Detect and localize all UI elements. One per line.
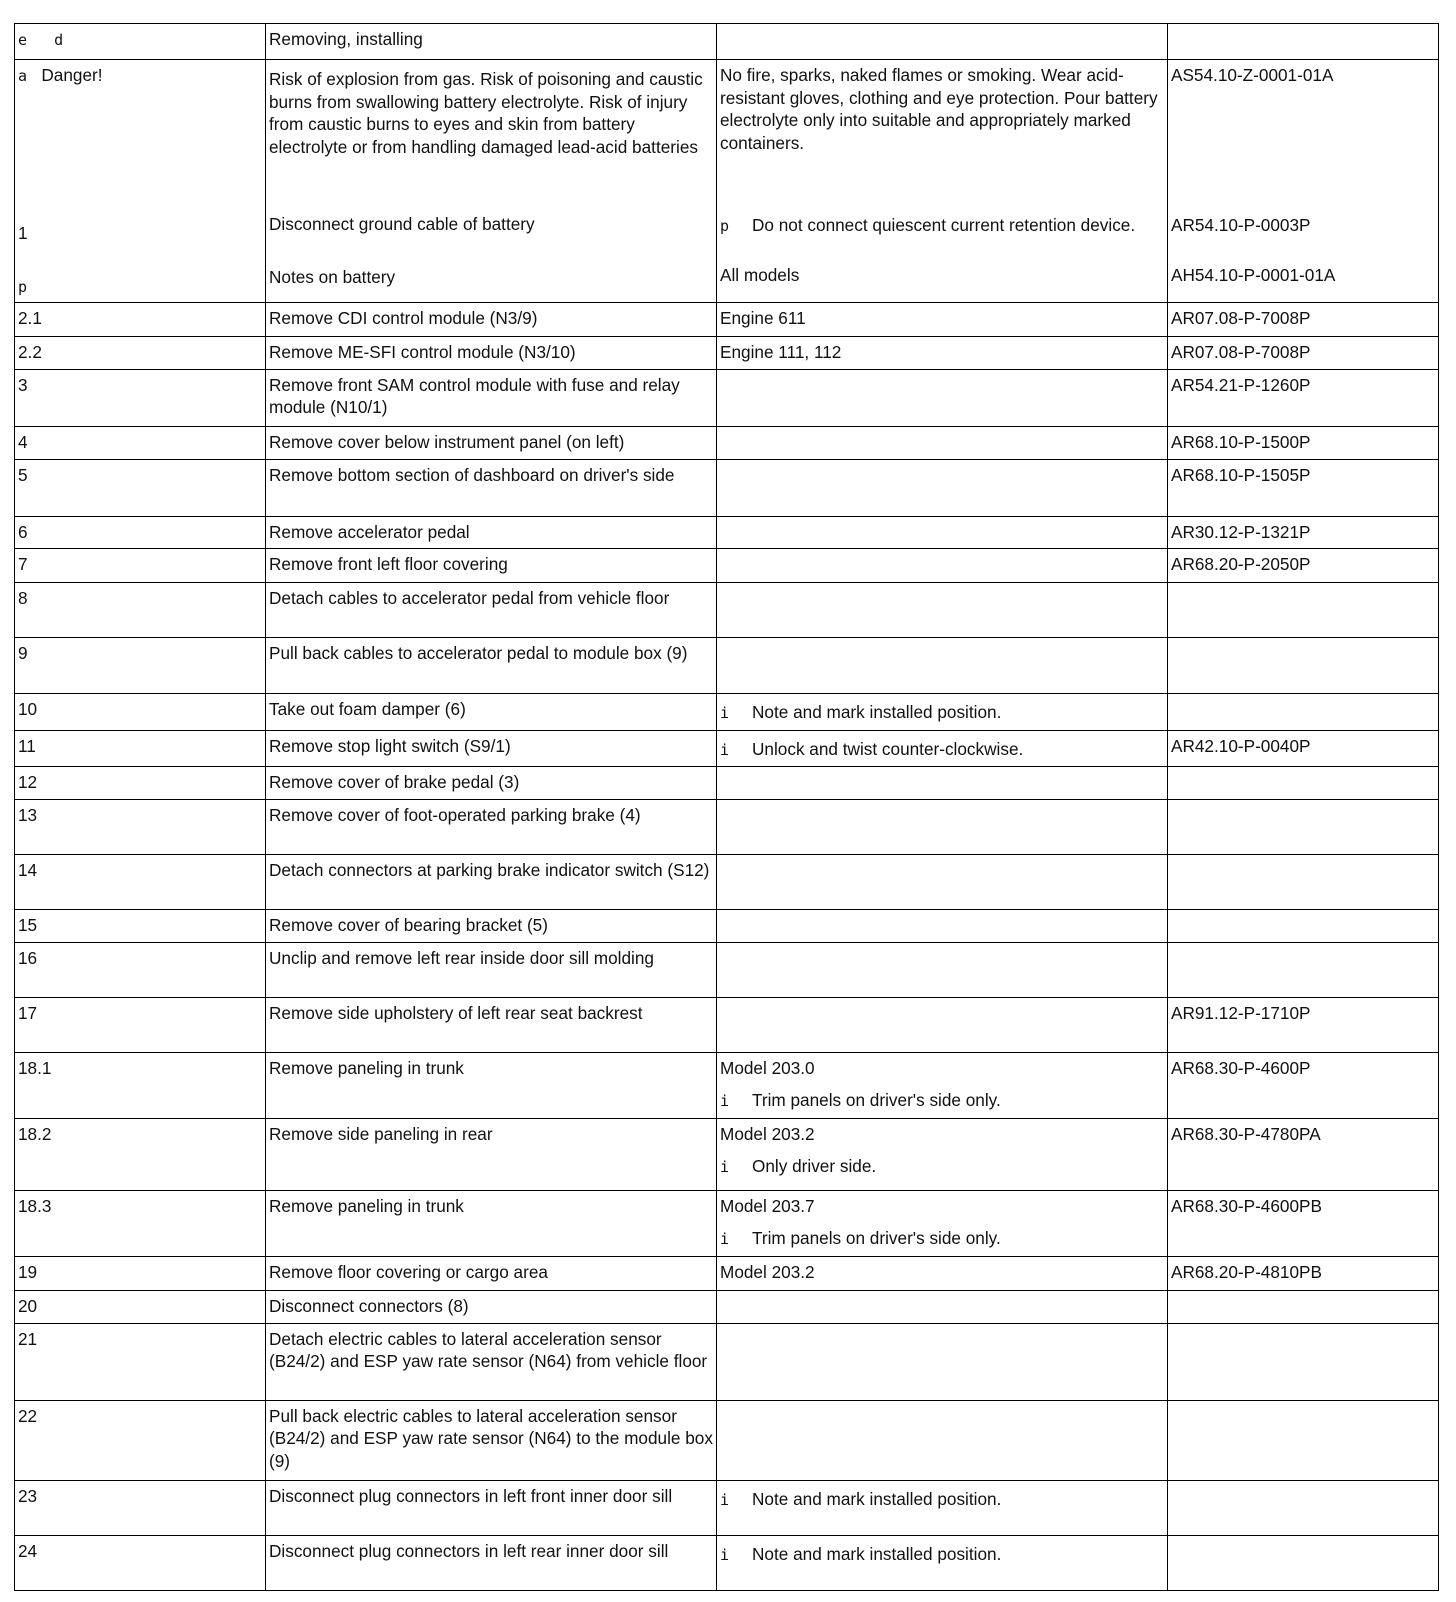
step-info — [717, 1480, 1168, 1535]
table-row — [15, 369, 1439, 426]
step-ref — [1168, 1323, 1439, 1400]
step-note: Do not connect quiescent current retention device. — [752, 215, 1136, 235]
step-no: 23 — [15, 1480, 266, 1535]
step-ref: AR30.12-P-1321P — [1168, 516, 1439, 548]
step-info — [717, 1323, 1168, 1400]
step-ref — [1168, 582, 1439, 637]
step-action: Disconnect connectors (8) — [266, 1290, 717, 1323]
step-no: 10 — [15, 693, 266, 730]
table-row — [15, 302, 1439, 336]
header-empty-2 — [1168, 24, 1439, 60]
step-no: 22 — [15, 1400, 266, 1480]
info-icon: i — [720, 1230, 730, 1248]
step-ref — [1168, 1535, 1439, 1590]
notes-action: Notes on battery — [269, 267, 396, 287]
header-title: Removing, installing — [266, 24, 717, 60]
step-info — [717, 1052, 1168, 1118]
note-icon: p — [18, 278, 28, 296]
step-ref: AR68.10-P-1500P — [1168, 426, 1439, 459]
step-info — [717, 1190, 1168, 1256]
step-note — [720, 735, 1164, 762]
danger-risk: Risk of explosion from gas. Risk of poisoning and caustic burns from swallowing battery electrolyte. Risk of injury from caustic burns to eyes and skin from battery electrolyte or from handling damaged lead-acid batteries — [269, 69, 703, 157]
info-icon: i — [720, 703, 730, 722]
step-ref: AR54.21-P-1260P — [1168, 369, 1439, 426]
step-note-text: Unlock and twist counter-clockwise. — [752, 738, 1024, 759]
step-action: Disconnect plug connectors in left front inner door sill — [266, 1480, 717, 1535]
table-row — [15, 1480, 1439, 1535]
table-row — [15, 1535, 1439, 1590]
danger-step-col — [15, 60, 266, 303]
step-ref: AR68.20-P-4810PB — [1168, 1256, 1439, 1290]
step-action: Remove floor covering or cargo area — [266, 1256, 717, 1290]
step-info — [717, 637, 1168, 693]
step-ref — [1168, 799, 1439, 854]
info-icon: i — [720, 1158, 730, 1176]
table-row — [15, 854, 1439, 909]
step-info — [717, 582, 1168, 637]
step-ref: AR68.30-P-4600P — [1168, 1052, 1439, 1118]
table-row — [15, 693, 1439, 730]
step-ref — [1168, 1480, 1439, 1535]
step-action: Detach cables to accelerator pedal from vehicle floor — [266, 582, 717, 637]
step-action: Pull back electric cables to lateral acceleration sensor (B24/2) and ESP yaw rate sensor (N64) to the module box (9) — [266, 1400, 717, 1480]
table-row — [15, 1400, 1439, 1480]
step-action: Unclip and remove left rear inside door sill molding — [266, 942, 717, 997]
step-ref: AR42.10-P-0040P — [1168, 730, 1439, 766]
info-icon: i — [720, 1092, 730, 1110]
table-row — [15, 1290, 1439, 1323]
step-no: 15 — [15, 909, 266, 942]
step-no: 3 — [15, 369, 266, 426]
step-action: Remove side paneling in rear — [266, 1118, 717, 1190]
step-no: 4 — [15, 426, 266, 459]
step-info — [717, 730, 1168, 766]
step-note — [720, 1155, 1164, 1179]
warning-icon: a — [18, 67, 28, 85]
step-note — [720, 1540, 1164, 1567]
step-action: Remove front SAM control module with fuse and relay module (N10/1) — [266, 369, 717, 426]
step-no: 6 — [15, 516, 266, 548]
step-action: Remove bottom section of dashboard on driver's side — [266, 459, 717, 516]
table-row — [15, 1190, 1439, 1256]
info-icon: i — [720, 740, 730, 759]
step-info — [717, 302, 1168, 336]
table-row — [15, 799, 1439, 854]
step-ref — [1168, 1400, 1439, 1480]
danger-label: Danger! — [41, 65, 103, 85]
table-row — [15, 730, 1439, 766]
step-ref: AR68.20-P-2050P — [1168, 548, 1439, 582]
step-info — [717, 1256, 1168, 1290]
step-info-text: Model 203.0 — [720, 1057, 815, 1078]
step-note — [720, 1089, 1164, 1113]
step-note-text: Note and mark installed position. — [752, 1488, 1002, 1509]
step-info — [717, 336, 1168, 369]
step-note — [720, 1485, 1164, 1512]
step-ref — [1168, 693, 1439, 730]
step-no: 8 — [15, 582, 266, 637]
step-action: Remove paneling in trunk — [266, 1190, 717, 1256]
step-info — [717, 548, 1168, 582]
step-no: 18.1 — [15, 1052, 266, 1118]
notes-ref: AH54.10-P-0001-01A — [1171, 265, 1336, 285]
step-info — [717, 426, 1168, 459]
step-no: 19 — [15, 1256, 266, 1290]
info-icon: i — [720, 1490, 730, 1509]
step-ref: AR54.10-P-0003P — [1171, 215, 1311, 235]
step-action: Remove side upholstery of left rear seat backrest — [266, 997, 717, 1052]
step-note-text: Note and mark installed position. — [752, 701, 1002, 722]
step-no: 13 — [15, 799, 266, 854]
step-info — [717, 1400, 1168, 1480]
step-no: 2.1 — [15, 302, 266, 336]
procedure-table — [14, 23, 1439, 1591]
step-no: 17 — [15, 997, 266, 1052]
step-no: 24 — [15, 1535, 266, 1590]
step-action: Remove cover of bearing bracket (5) — [266, 909, 717, 942]
step-action: Remove cover of foot-operated parking brake (4) — [266, 799, 717, 854]
step-no: 20 — [15, 1290, 266, 1323]
step-info — [717, 369, 1168, 426]
step-info-text: Engine 611 — [720, 307, 806, 328]
table-row — [15, 1256, 1439, 1290]
table-row — [15, 336, 1439, 369]
step-info — [717, 799, 1168, 854]
step-ref — [1168, 637, 1439, 693]
step-info — [717, 942, 1168, 997]
table-row — [15, 997, 1439, 1052]
header-empty-1 — [717, 24, 1168, 60]
step-no: 1 — [18, 223, 28, 243]
step-info-text: Model 203.2 — [720, 1261, 815, 1282]
step-note — [720, 1227, 1164, 1251]
step-action: Detach connectors at parking brake indicator switch (S12) — [266, 854, 717, 909]
header-row — [15, 24, 1439, 60]
table-row — [15, 1118, 1439, 1190]
step-info — [717, 909, 1168, 942]
danger-info-col — [717, 60, 1168, 303]
step-note-text: Trim panels on driver's side only. — [752, 1228, 1001, 1248]
header-marks: e d — [15, 24, 266, 60]
step-info-text: Model 203.7 — [720, 1195, 815, 1216]
table-row — [15, 1052, 1439, 1118]
notes-info: All models — [720, 265, 800, 285]
step-ref: AR68.30-P-4600PB — [1168, 1190, 1439, 1256]
table-row — [15, 1323, 1439, 1400]
table-row — [15, 766, 1439, 799]
note-icon: p — [720, 217, 730, 235]
danger-measures: No fire, sparks, naked flames or smoking. Wear acid-resistant gloves, clothing and eye protection. Pour battery electrolyte only into suitable and appropriately marked containers. — [720, 65, 1158, 153]
step-note-text: Only driver side. — [752, 1156, 877, 1176]
step-note-text: Note and mark installed position. — [752, 1543, 1002, 1564]
step-ref — [1168, 854, 1439, 909]
table-row — [15, 909, 1439, 942]
step-action: Remove cover of brake pedal (3) — [266, 766, 717, 799]
step-action: Detach electric cables to lateral acceleration sensor (B24/2) and ESP yaw rate sensor (N64) from vehicle floor — [266, 1323, 717, 1400]
step-action: Remove paneling in trunk — [266, 1052, 717, 1118]
step-no: 7 — [15, 548, 266, 582]
step-ref — [1168, 909, 1439, 942]
step-action: Remove stop light switch (S9/1) — [266, 730, 717, 766]
step-action: Disconnect plug connectors in left rear inner door sill — [266, 1535, 717, 1590]
step-info — [717, 1535, 1168, 1590]
table-row — [15, 426, 1439, 459]
step-info — [717, 854, 1168, 909]
info-icon: i — [720, 1545, 730, 1564]
step-no: 5 — [15, 459, 266, 516]
step-action: Remove cover below instrument panel (on left) — [266, 426, 717, 459]
step-ref — [1168, 1290, 1439, 1323]
step-info — [717, 516, 1168, 548]
step-no: 2.2 — [15, 336, 266, 369]
step-info — [717, 1118, 1168, 1190]
step-ref: AR07.08-P-7008P — [1168, 302, 1439, 336]
step-no: 11 — [15, 730, 266, 766]
step-no: 12 — [15, 766, 266, 799]
table-row — [15, 516, 1439, 548]
step-no: 18.2 — [15, 1118, 266, 1190]
table-row — [15, 637, 1439, 693]
danger-ref-col — [1168, 60, 1439, 303]
step-action: Take out foam damper (6) — [266, 693, 717, 730]
step-action: Remove CDI control module (N3/9) — [266, 302, 717, 336]
step-no: 14 — [15, 854, 266, 909]
danger-ref: AS54.10-Z-0001-01A — [1171, 65, 1334, 85]
step-no: 18.3 — [15, 1190, 266, 1256]
table-row — [15, 942, 1439, 997]
step-ref: AR07.08-P-7008P — [1168, 336, 1439, 369]
danger-action-col — [266, 60, 717, 303]
step-info — [717, 459, 1168, 516]
step-no: 21 — [15, 1323, 266, 1400]
step-info — [717, 997, 1168, 1052]
danger-row — [15, 60, 1439, 303]
step-ref — [1168, 942, 1439, 997]
step-info-text: Engine 111, 112 — [720, 341, 842, 362]
table-row — [15, 582, 1439, 637]
step-note-text: Trim panels on driver's side only. — [752, 1090, 1001, 1110]
table-row — [15, 459, 1439, 516]
step-action: Remove front left floor covering — [266, 548, 717, 582]
step-info — [717, 693, 1168, 730]
step-note — [720, 698, 1164, 725]
table-row — [15, 548, 1439, 582]
step-action: Disconnect ground cable of battery — [269, 214, 535, 234]
step-ref: AR91.12-P-1710P — [1168, 997, 1439, 1052]
step-ref: AR68.10-P-1505P — [1168, 459, 1439, 516]
step-info — [717, 1290, 1168, 1323]
step-action: Remove ME-SFI control module (N3/10) — [266, 336, 717, 369]
step-action: Pull back cables to accelerator pedal to module box (9) — [266, 637, 717, 693]
step-info-text: Model 203.2 — [720, 1123, 815, 1144]
step-ref: AR68.30-P-4780PA — [1168, 1118, 1439, 1190]
step-action: Remove accelerator pedal — [266, 516, 717, 548]
step-no: 16 — [15, 942, 266, 997]
step-ref — [1168, 766, 1439, 799]
step-no: 9 — [15, 637, 266, 693]
step-info — [717, 766, 1168, 799]
